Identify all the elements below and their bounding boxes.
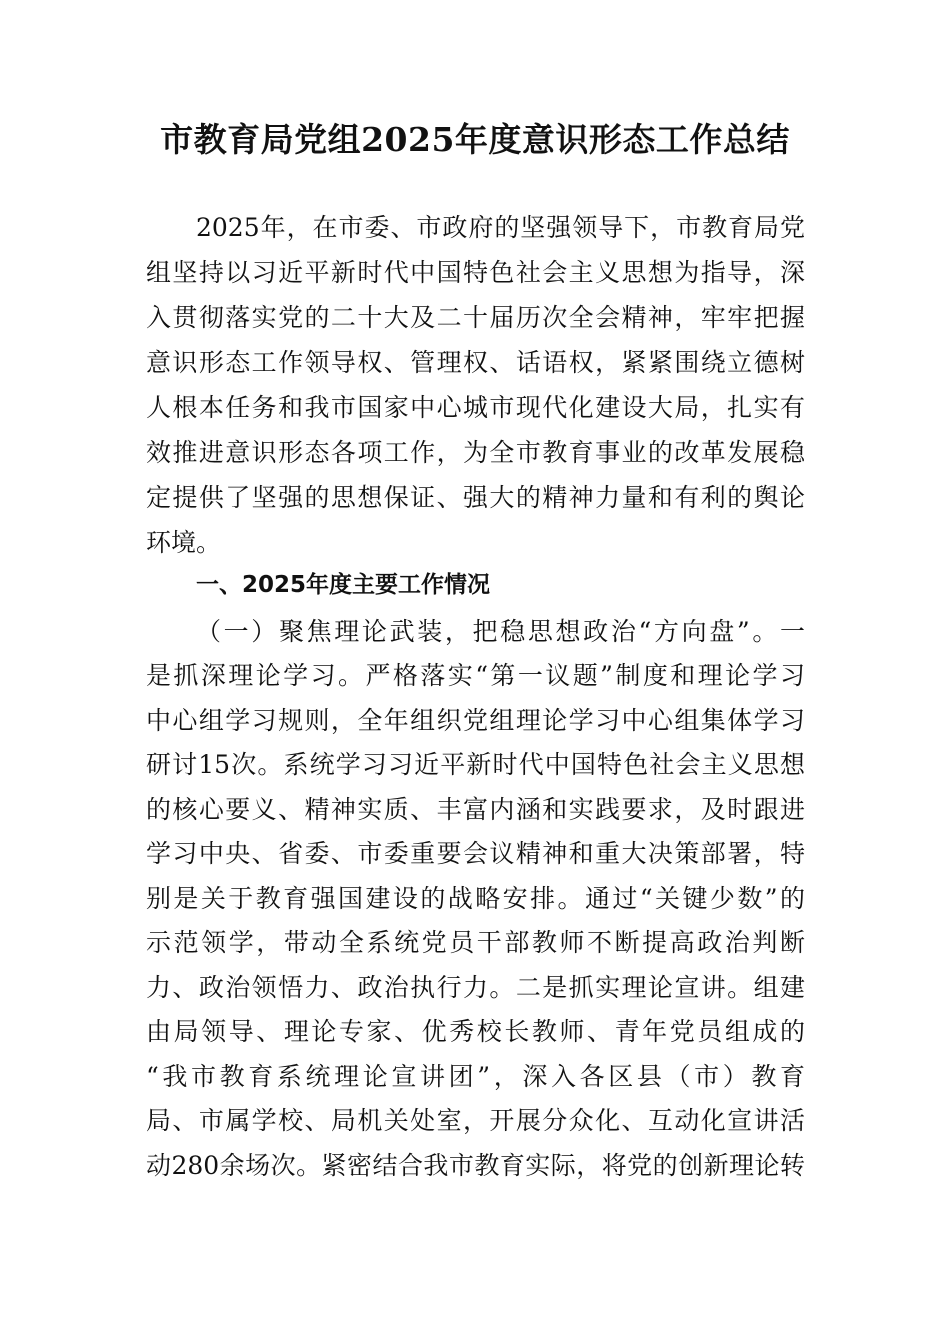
paragraph-line: 研讨15次。系统学习习近平新时代中国特色社会主义思想 [146, 750, 805, 779]
paragraph-line: 示范领学，带动全系统党员干部教师不断提高政治判断 [146, 928, 805, 957]
paragraph-line: 入贯彻落实党的二十大及二十届历次全会精神，牢牢把握 [146, 303, 805, 332]
paragraph-line: 别是关于教育强国建设的战略安排。通过“关键少数”的 [146, 884, 805, 913]
paragraph-line: 2025年，在市委、市政府的坚强领导下，市教育局党 [196, 213, 805, 242]
paragraph-line: 意识形态工作领导权、管理权、话语权，紧紧围绕立德树 [146, 348, 805, 377]
paragraph-line: 动280余场次。紧密结合我市教育实际，将党的创新理论转 [146, 1151, 805, 1180]
paragraph-line: “我市教育系统理论宣讲团”，深入各区县（市）教育 [146, 1062, 805, 1091]
document-title: 市教育局党组2025年度意识形态工作总结 [160, 120, 790, 159]
paragraph-line: 力、政治领悟力、政治执行力。二是抓实理论宣讲。组建 [146, 973, 805, 1002]
paragraph-line: 效推进意识形态各项工作，为全市教育事业的改革发展稳 [146, 438, 805, 467]
paragraph-line: （一）聚焦理论武装，把稳思想政治“方向盘”。一 [196, 617, 805, 646]
section-heading: 一、2025年度主要工作情况 [196, 572, 491, 598]
paragraph-line: 定提供了坚强的思想保证、强大的精神力量和有利的舆论 [146, 483, 805, 512]
paragraph-line: 学习中央、省委、市委重要会议精神和重大决策部署，特 [146, 839, 805, 868]
paragraph-line: 人根本任务和我市国家中心城市现代化建设大局，扎实有 [146, 393, 805, 422]
paragraph-line: 的核心要义、精神实质、丰富内涵和实践要求，及时跟进 [146, 795, 805, 824]
paragraph-line: 中心组学习规则，全年组织党组理论学习中心组集体学习 [146, 706, 805, 735]
paragraph-line: 由局领导、理论专家、优秀校长教师、青年党员组成的 [146, 1017, 805, 1046]
paragraph-line: 环境。 [146, 528, 222, 557]
paragraph-line: 组坚持以习近平新时代中国特色社会主义思想为指导，深 [146, 258, 805, 287]
paragraph-line: 局、市属学校、局机关处室，开展分众化、互动化宣讲活 [146, 1106, 805, 1135]
paragraph-line: 是抓深理论学习。严格落实“第一议题”制度和理论学习 [146, 661, 805, 690]
